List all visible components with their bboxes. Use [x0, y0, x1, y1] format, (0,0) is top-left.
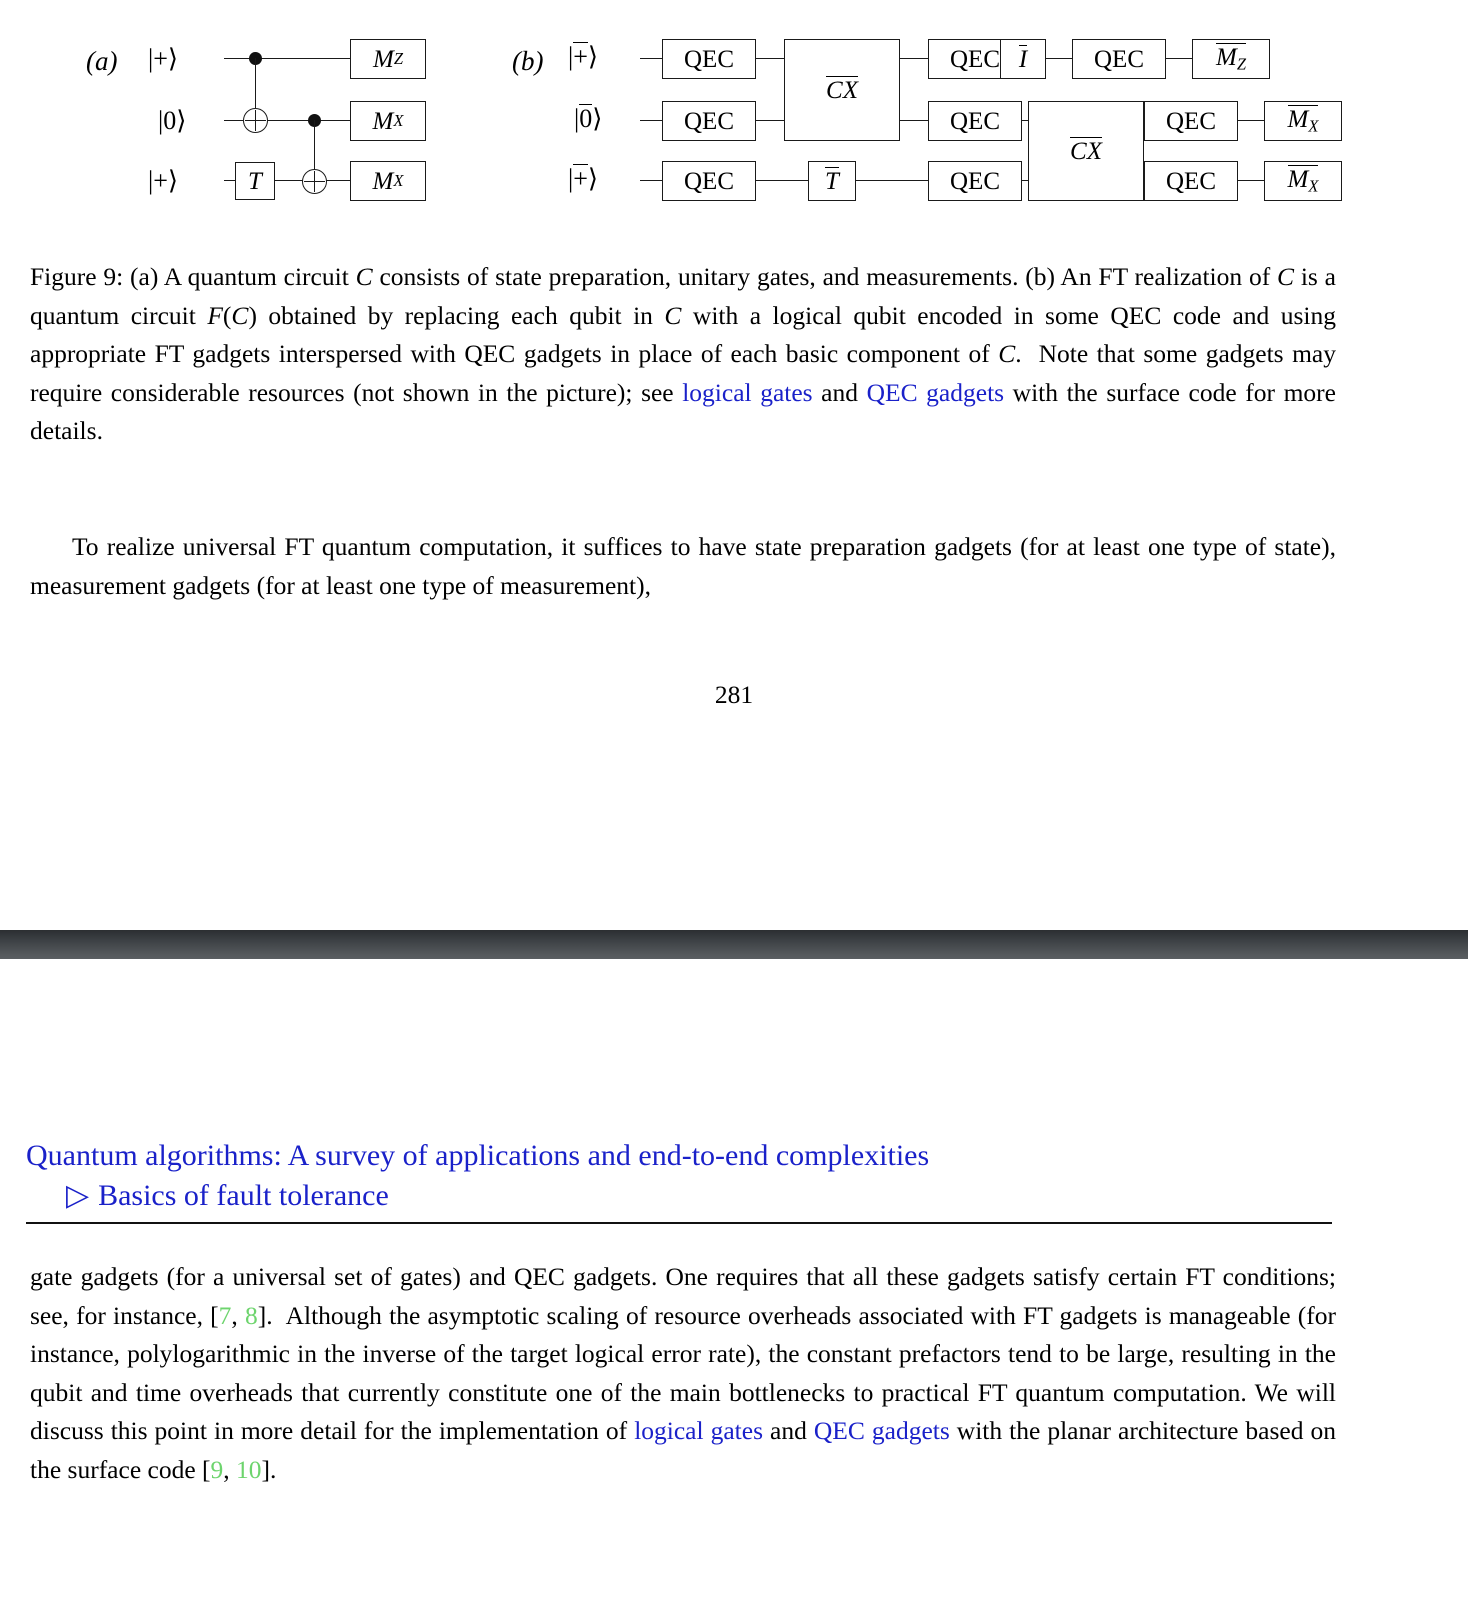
circuit-b-meas-mz: $M_Z$ [1192, 39, 1270, 79]
circuit-a-input-0: |+⟩ [148, 44, 179, 73]
caption-text-run: Figure 9: (a) A quantum circuit C consists of state preparation, unitary gates, and measurements. (b) An FT realization of C is a quantum circuit F(C) obtained by replacing each qubit in C with a logical qubit encoded in some QEC code and using appropriate FT gadgets interspersed with QEC gadgets in place of each basic component of C. Note that some gadgets may require considerable resources (not shown in the picture); see logical gates and QEC gadgets with the surface code for more details. [30, 262, 1337, 445]
citation-7[interactable]: 7 [218, 1300, 232, 1330]
circuit-a-input-1: |0⟩ [158, 106, 187, 135]
page-subtitle-label: Basics of fault tolerance [98, 1179, 389, 1212]
slide-divider-bar [0, 930, 1468, 959]
paragraph-2-text: To realize universal FT quantum computation, it suffices to have state preparation gadgets (for at least one type of state), measurement gadgets (for at least one type of measurement), [30, 532, 1336, 600]
circuit-a-input-2: |+⟩ [148, 166, 179, 195]
circuit-b-gate-i: I [1000, 39, 1046, 79]
circuit-b-wire-2b [756, 180, 808, 181]
circuit-a-meas-mx-2: M X [350, 161, 426, 201]
figure-caption [30, 258, 1336, 451]
circuit-b-qec-r0-c3: QEC [1072, 39, 1166, 79]
page-number: 281 [714, 680, 754, 709]
circuit-b-gate-cx-1: CX [784, 39, 900, 141]
paragraph-3-text-run: gate gadgets (for a universal set of gates) and QEC gadgets. One requires that all these gadgets satisfy certain FT conditions; see, for instance, [7, 8]. Although the asymptotic scaling of resource overheads associated with FT gadgets is manageable (for instance, polylogarithmic in the inverse of the target logical error rate), the constant prefactors tend to be large, resulting in the qubit and time overheads that currently constitute one of the main bottlenecks to practical FT quantum computation. We will discuss this point in more detail for the implementation of logical gates and QEC gadgets with the planar architecture based on the surface code [9, 10]. [30, 1262, 1337, 1484]
circuit-b-wire-0b [756, 58, 784, 59]
citation-9[interactable]: 9 [210, 1454, 224, 1484]
circuit-a-cnot1-target [243, 108, 268, 133]
circuit-b-input-2: |+⟩ [568, 164, 599, 193]
circuit-a-wire-0 [224, 58, 352, 59]
circuit-b-wire-0f [1046, 58, 1072, 59]
circuit-b-qec-r0-c1: QEC [662, 39, 756, 79]
circuit-b-qec-r2-c3: QEC [1144, 161, 1238, 201]
circuit-b-qec-r0-c2: QEC [928, 39, 1022, 79]
link-qec-gadgets-caption[interactable]: QEC gadgets [866, 377, 1005, 407]
circuit-a-meas-mz: M Z [350, 39, 426, 79]
circuit-b-input-1: |0⟩ [574, 104, 603, 133]
page-subtitle [66, 1178, 389, 1213]
page-title: Quantum algorithms: A survey of applications and end-to-end complexities [26, 1139, 930, 1172]
header-divider-rule [26, 1222, 1332, 1224]
circuit-b-wire-0c [900, 58, 928, 59]
circuit-b-wire-1c [900, 120, 928, 121]
circuit-b-qec-r1-c2: QEC [928, 101, 1022, 141]
circuit-b-wire-0g [1166, 58, 1192, 59]
circuit-b-meas-mx-1: $M_X$ [1264, 101, 1342, 141]
circuit-b-wire-2f [1238, 180, 1264, 181]
circuit-b-wire-2a [640, 180, 662, 181]
citation-8[interactable]: 8 [245, 1300, 258, 1330]
circuit-b-meas-mx-2: $M_X$ [1264, 161, 1342, 201]
circuit-b-gate-cx-2: CX [1028, 101, 1144, 201]
circuit-b-qec-r1-c3: QEC [1144, 101, 1238, 141]
circuit-b-gate-t: T [808, 161, 856, 201]
figure-9-circuits [0, 0, 1468, 230]
circuit-a-meas-mx-1: M X [350, 101, 426, 141]
circuit-a [86, 18, 426, 208]
circuit-b-qec-r2-c1: QEC [662, 161, 756, 201]
link-qec-gadgets-para3[interactable]: QEC gadgets [813, 1416, 950, 1445]
link-logical-gates-caption[interactable]: logical gates [682, 377, 813, 407]
circuit-b-wire-1b [756, 120, 784, 121]
circuit-a-label: (a) [86, 46, 118, 76]
circuit-b-wire-1f [1238, 120, 1264, 121]
circuit-b-wire-1a [640, 120, 662, 121]
triangle-right-icon: ▷ [66, 1179, 90, 1212]
paragraph-gate-gadgets [30, 1258, 1336, 1489]
circuit-b [512, 18, 1319, 208]
circuit-a-gate-t: T [235, 162, 275, 200]
paragraph-universal-ft [30, 528, 1336, 605]
link-logical-gates-para3[interactable]: logical gates [634, 1416, 763, 1445]
circuit-b-label: (b) [512, 46, 544, 76]
circuit-a-cnot2-target [302, 169, 327, 194]
circuit-b-wire-0a [640, 58, 662, 59]
circuit-b-wire-2c [856, 180, 928, 181]
circuit-b-input-0: |+⟩ [568, 42, 599, 71]
circuit-b-qec-r1-c1: QEC [662, 101, 756, 141]
circuit-b-qec-r2-c2: QEC [928, 161, 1022, 201]
citation-10[interactable]: 10 [236, 1454, 262, 1484]
